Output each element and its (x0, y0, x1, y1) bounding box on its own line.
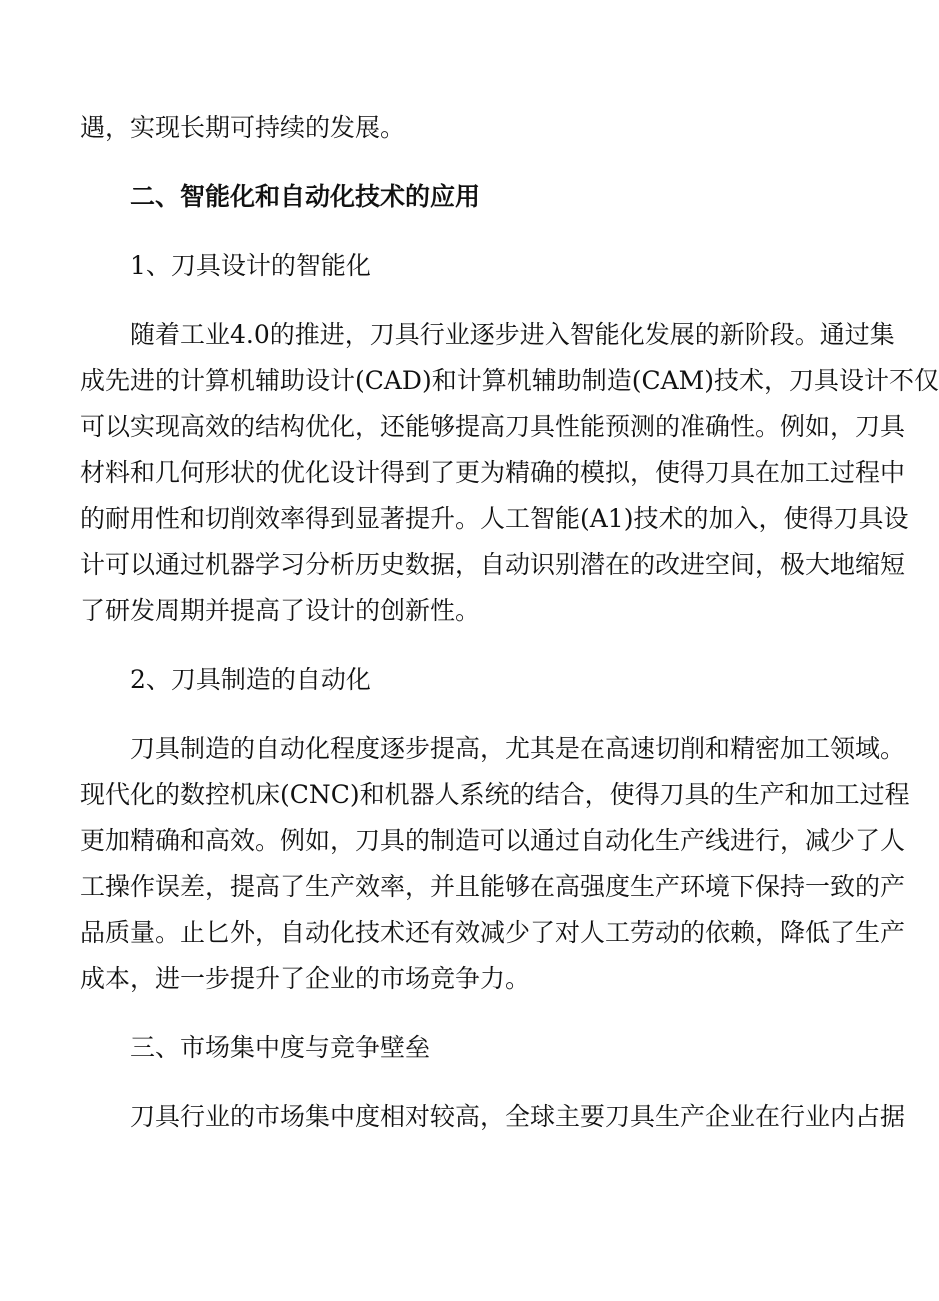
paragraph-line: 随着工业4.0的推进，刀具行业逐步进入智能化发展的新阶段。通过集 (130, 320, 895, 349)
paragraph-market-concentration (80, 1094, 906, 1140)
paragraph-line: 现代化的数控机床(CNC)和机器人系统的结合，使得刀具的生产和加工过程 (80, 780, 910, 809)
paragraph-tool-design (80, 312, 939, 634)
paragraph-line: 刀具制造的自动化程度逐步提高，尤其是在高速切削和精密加工领域。 (130, 734, 906, 763)
subsection-2-heading: 2、刀具制造的自动化 (130, 665, 371, 694)
paragraph-line: 的耐用性和切削效率得到显著提升。人工智能(A1)技术的加入，使得刀具设 (80, 504, 909, 533)
paragraph-line: 可以实现高效的结构优化，还能够提高刀具性能预测的准确性。例如，刀具 (80, 412, 906, 441)
spacer (80, 220, 840, 243)
document-page (80, 105, 939, 1140)
paragraph-line: 计可以通过机器学习分析历史数据，自动识别潜在的改进空间，极大地缩短 (80, 550, 906, 579)
spacer (80, 703, 840, 726)
paragraph-line: 工操作误差，提高了生产效率，并且能够在高强度生产环境下保持一致的产 (80, 872, 906, 901)
paragraph-line: 了研发周期并提高了设计的创新性。 (80, 596, 481, 625)
intro-tail-line: 遇，实现长期可持续的发展。 (80, 113, 406, 142)
spacer (80, 1002, 840, 1025)
spacer (80, 1071, 840, 1094)
paragraph-line: 刀具行业的市场集中度相对较高，全球主要刀具生产企业在行业内占据 (130, 1102, 906, 1131)
paragraph-line: 材料和几何形状的优化设计得到了更为精确的模拟，使得刀具在加工过程中 (80, 458, 906, 487)
paragraph-line: 更加精确和高效。例如，刀具的制造可以通过自动化生产线进行，减少了人 (80, 826, 906, 855)
section-2-heading: 二、智能化和自动化技术的应用 (130, 182, 481, 211)
subsection-1-heading: 1、刀具设计的智能化 (130, 251, 371, 280)
spacer (80, 151, 840, 174)
spacer (80, 289, 840, 312)
paragraph-line: 成先进的计算机辅助设计(CAD)和计算机辅助制造(CAM)技术，刀具设计不仅 (80, 366, 939, 395)
spacer (80, 634, 840, 657)
paragraph-line: 成本，进一步提升了企业的市场竞争力。 (80, 964, 531, 993)
section-3-heading: 三、市场集中度与竞争壁垒 (130, 1033, 431, 1062)
paragraph-tool-manufacturing (80, 726, 910, 1002)
paragraph-line: 品质量。止匕外，自动化技术还有效减少了对人工劳动的依赖，降低了生产 (80, 918, 906, 947)
